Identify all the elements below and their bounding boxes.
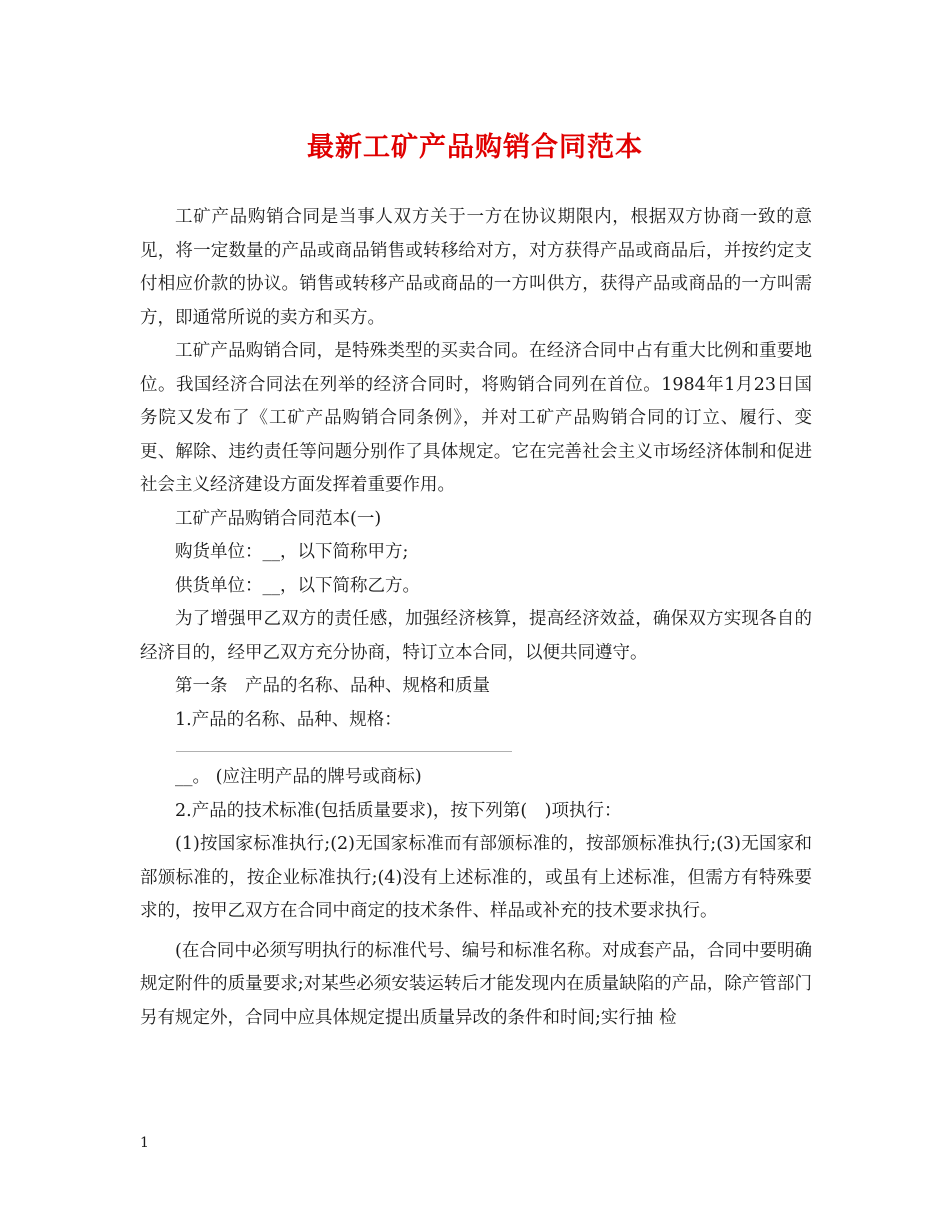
template-heading: 工矿产品购销合同范本(一) [175, 508, 382, 529]
item-product-name: 1.产品的名称、品种、规格： [175, 709, 402, 730]
buyer-line: 购货单位：__，以下简称甲方; [175, 542, 409, 562]
intro-paragraph: 工矿产品购销合同是当事人双方关于一方在协议期限内，根据双方协商一致的意见，将一定数量的产品或商品销售或转移给对方，对方获得产品或商品后，并按约定支付相应价款的协议。销售或转移产品或商品的一方叫供方，获得产品或商品的一方叫需方，即通常所说的卖方和买方。 [140, 207, 812, 328]
page-number: 1 [140, 1135, 149, 1151]
seller-line: 供货单位：__，以下简称乙方。 [175, 575, 420, 596]
fill-in-blank-line [176, 751, 512, 752]
brand-note: __。 (应注明产品的牌号或商标) [175, 767, 422, 787]
item-technical-standard: 2.产品的技术标准(包括质量要求)，按下列第( )项执行： [175, 800, 622, 821]
background-paragraph: 工矿产品购销合同，是特殊类型的买卖合同。在经济合同中占有重大比例和重要地位。我国经济合同法在列举的经济合同时，将购销合同列在首位。1984年1月23日国务院又发布了《工矿产品购销合同条例》，并对工矿产品购销合同的订立、履行、变更、解除、违约责任等问题分别作了具体规定。它在完善社会主义市场经济体制和促进社会主义经济建设方面发挥着重要作用。 [140, 341, 812, 495]
contract-note-paragraph: (在合同中必须写明执行的标准代号、编号和标准名称。对成套产品，合同中要明确规定附件的质量要求;对某些必须安装运转后才能发现内在质量缺陷的产品，除产管部门另有规定外，合同中应具体规定提出质量异改的条件和时间;实行抽 检 [140, 940, 812, 1028]
document-body [140, 201, 812, 1035]
purpose-paragraph: 为了增强甲乙双方的责任感，加强经济核算，提高经济效益，确保双方实现各自的经济目的，经甲乙双方充分协商，特订立本合同，以便共同遵守。 [140, 609, 812, 663]
article-one-heading: 第一条 产品的名称、品种、规格和质量 [175, 676, 490, 696]
document-title: 最新工矿产品购销合同范本 [307, 132, 643, 163]
standard-options-paragraph: (1)按国家标准执行;(2)无国家标准而有部颁标准的，按部颁标准执行;(3)无国家和部颁标准的，按企业标准执行;(4)没有上述标准的，或虽有上述标准，但需方有特殊要求的，按甲乙双方在合同中商定的技术条件、样品或补充的技术要求执行。 [140, 834, 812, 921]
